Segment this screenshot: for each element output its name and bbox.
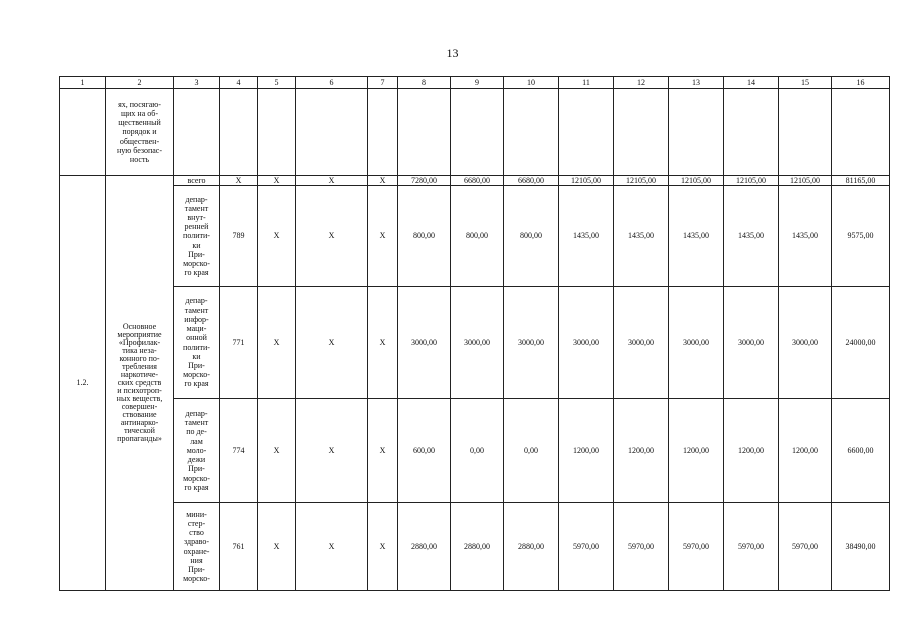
table-cell: 1200,00 [559, 399, 614, 503]
table-cell: 3000,00 [398, 287, 451, 399]
table-cell [724, 89, 779, 176]
table-cell: 800,00 [504, 186, 559, 287]
table-cell: 0,00 [451, 399, 504, 503]
table-cell [504, 89, 559, 176]
column-number: 4 [220, 77, 258, 89]
table-cell: 3000,00 [451, 287, 504, 399]
table-cell: X [296, 176, 368, 186]
table-cell: X [368, 176, 398, 186]
column-number: 12 [614, 77, 669, 89]
table-cell: X [258, 399, 296, 503]
table-cell [451, 89, 504, 176]
table-cell: 3000,00 [669, 287, 724, 399]
table-cell [832, 89, 890, 176]
table-cell: 800,00 [451, 186, 504, 287]
table-row [60, 503, 890, 591]
executor-cell: депар- тамент по де- лам моло- дежи При- морско- го края [174, 399, 220, 503]
column-number: 7 [368, 77, 398, 89]
table-cell: 2880,00 [398, 503, 451, 591]
table-cell: 774 [220, 399, 258, 503]
table-cell: 2880,00 [504, 503, 559, 591]
table-cell: 1435,00 [559, 186, 614, 287]
column-number: 9 [451, 77, 504, 89]
continued-row [60, 89, 890, 176]
table-cell [296, 89, 368, 176]
table-cell: 2880,00 [451, 503, 504, 591]
table-cell: X [296, 399, 368, 503]
table-cell: 1435,00 [669, 186, 724, 287]
table-cell: 9575,00 [832, 186, 890, 287]
table-cell: 7280,00 [398, 176, 451, 186]
table-cell: 1200,00 [779, 399, 832, 503]
table-cell: X [368, 287, 398, 399]
total-row [60, 176, 890, 186]
table-row [60, 287, 890, 399]
table-cell [669, 89, 724, 176]
table-cell: X [296, 287, 368, 399]
table-cell [258, 89, 296, 176]
table-cell [779, 89, 832, 176]
table-cell: 3000,00 [724, 287, 779, 399]
table-cell: 3000,00 [504, 287, 559, 399]
table-cell: 1200,00 [724, 399, 779, 503]
table-cell: X [296, 503, 368, 591]
table-cell: 1200,00 [669, 399, 724, 503]
column-number: 2 [106, 77, 174, 89]
table-cell: X [220, 176, 258, 186]
column-number: 10 [504, 77, 559, 89]
table-cell: 5970,00 [614, 503, 669, 591]
table-cell: 12105,00 [724, 176, 779, 186]
table-cell: 1435,00 [614, 186, 669, 287]
table-cell [174, 89, 220, 176]
table-cell: 5970,00 [559, 503, 614, 591]
table-cell: X [368, 186, 398, 287]
table-cell: 5970,00 [724, 503, 779, 591]
table-cell: 1435,00 [724, 186, 779, 287]
table-cell: 12105,00 [614, 176, 669, 186]
column-number-row [60, 77, 890, 89]
table-cell: 24000,00 [832, 287, 890, 399]
table-cell: 81165,00 [832, 176, 890, 186]
column-number: 6 [296, 77, 368, 89]
executor-cell: всего [174, 176, 220, 186]
table-cell: 38490,00 [832, 503, 890, 591]
table-cell: 0,00 [504, 399, 559, 503]
program-funding-table [59, 76, 890, 591]
page-number: 13 [446, 46, 459, 60]
table-cell: 771 [220, 287, 258, 399]
table-cell: 3000,00 [614, 287, 669, 399]
table-cell: X [258, 287, 296, 399]
table-cell: 761 [220, 503, 258, 591]
table-cell: 789 [220, 186, 258, 287]
table-cell: 12105,00 [559, 176, 614, 186]
table-cell [60, 89, 106, 176]
column-number: 13 [669, 77, 724, 89]
table-cell [368, 89, 398, 176]
table-row [60, 399, 890, 503]
column-number: 14 [724, 77, 779, 89]
table-cell: 3000,00 [779, 287, 832, 399]
table-cell: X [368, 399, 398, 503]
column-number: 11 [559, 77, 614, 89]
table-cell: 5970,00 [669, 503, 724, 591]
continued-text: ях, посягаю- щих на об- щественный порядок и обществен- ную безопас- ность [106, 89, 174, 176]
table-cell [614, 89, 669, 176]
column-number: 15 [779, 77, 832, 89]
column-number: 1 [60, 77, 106, 89]
item-number: 1.2. [60, 176, 106, 591]
column-number: 8 [398, 77, 451, 89]
table-cell: 1200,00 [614, 399, 669, 503]
table-cell: X [258, 186, 296, 287]
table-row [60, 186, 890, 287]
table-cell: X [296, 186, 368, 287]
table-cell: 6680,00 [504, 176, 559, 186]
table-cell: 800,00 [398, 186, 451, 287]
table-cell: 5970,00 [779, 503, 832, 591]
activity-name: Основное мероприятие «Профилак- тика неза- конного по- требления наркотиче- ских средств и психотроп- ных веществ, совершен- ствование антинарко- тической пропаганды» [106, 176, 174, 591]
table-cell: X [258, 176, 296, 186]
executor-cell: мини- стер- ство здраво- охране- ния При- морско- [174, 503, 220, 591]
column-number: 16 [832, 77, 890, 89]
table-cell: 3000,00 [559, 287, 614, 399]
table-cell: X [368, 503, 398, 591]
executor-cell: депар- тамент инфор- маци- онной полити- ки При- морско- го края [174, 287, 220, 399]
table-cell [559, 89, 614, 176]
table-cell: 6600,00 [832, 399, 890, 503]
table-cell: X [258, 503, 296, 591]
table-cell: 12105,00 [669, 176, 724, 186]
table-cell: 12105,00 [779, 176, 832, 186]
table-cell: 6680,00 [451, 176, 504, 186]
table-cell [220, 89, 258, 176]
table-cell: 600,00 [398, 399, 451, 503]
table-cell: 1435,00 [779, 186, 832, 287]
executor-cell: депар- тамент внут- ренней полити- ки При- морско- го края [174, 186, 220, 287]
column-number: 3 [174, 77, 220, 89]
table-cell [398, 89, 451, 176]
column-number: 5 [258, 77, 296, 89]
